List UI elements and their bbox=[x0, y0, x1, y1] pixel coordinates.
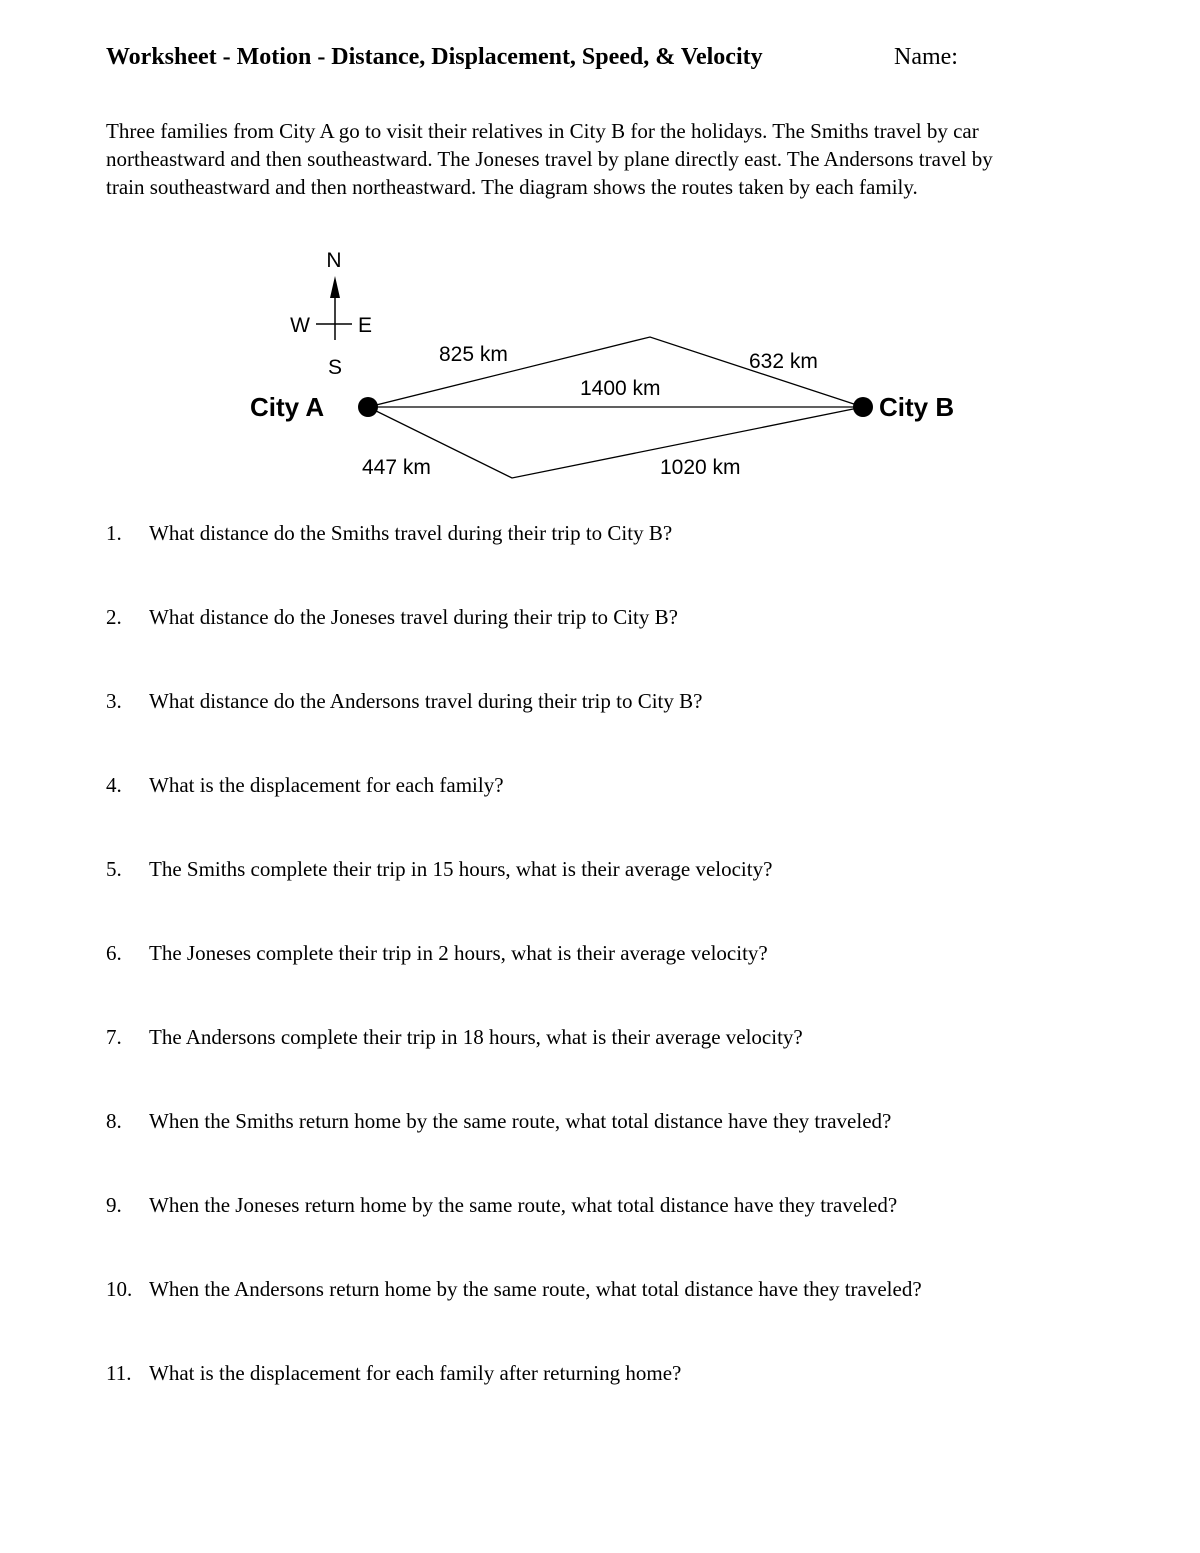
question-item bbox=[106, 771, 1166, 855]
question-number: 6. bbox=[106, 941, 122, 965]
question-item bbox=[106, 519, 1166, 603]
city-b-marker bbox=[853, 397, 873, 417]
question-item bbox=[106, 1359, 1166, 1443]
question-list bbox=[106, 519, 1166, 1443]
intro-line: train southeastward and then northeastward. The diagram shows the routes taken by each family. bbox=[106, 175, 918, 199]
intro-line: northeastward and then southeastward. The Joneses travel by plane directly east. The Andersons travel by bbox=[106, 147, 993, 171]
question-number: 2. bbox=[106, 605, 122, 629]
andersons-leg1-distance: 447 km bbox=[362, 456, 431, 479]
question-text: When the Smiths return home by the same route, what total distance have they traveled? bbox=[149, 1109, 892, 1133]
andersons-route bbox=[368, 407, 863, 478]
question-item bbox=[106, 1023, 1166, 1107]
question-text: What distance do the Smiths travel during their trip to City B? bbox=[149, 521, 673, 545]
question-text: The Smiths complete their trip in 15 hours, what is their average velocity? bbox=[149, 857, 773, 881]
intro-line: Three families from City A go to visit their relatives in City B for the holidays. The Smiths travel by car bbox=[106, 119, 979, 143]
question-item bbox=[106, 687, 1166, 771]
question-number: 4. bbox=[106, 773, 122, 797]
question-text: What is the displacement for each family after returning home? bbox=[149, 1361, 682, 1385]
question-number: 5. bbox=[106, 857, 122, 881]
question-item bbox=[106, 939, 1166, 1023]
city-a-marker bbox=[358, 397, 378, 417]
name-label: Name: bbox=[894, 44, 958, 70]
question-text: What distance do the Joneses travel during their trip to City B? bbox=[149, 605, 678, 629]
smiths-leg1-distance: 825 km bbox=[439, 343, 508, 366]
joneses-distance: 1400 km bbox=[580, 377, 661, 400]
question-number: 9. bbox=[106, 1193, 122, 1217]
question-number: 3. bbox=[106, 689, 122, 713]
question-item bbox=[106, 1191, 1166, 1275]
question-text: The Andersons complete their trip in 18 hours, what is their average velocity? bbox=[149, 1025, 803, 1049]
compass-west-label: W bbox=[290, 314, 310, 337]
question-number: 11. bbox=[106, 1361, 132, 1385]
question-text: What distance do the Andersons travel during their trip to City B? bbox=[149, 689, 703, 713]
city-b-label: City B bbox=[879, 392, 955, 422]
smiths-leg2-distance: 632 km bbox=[749, 350, 818, 373]
smiths-route bbox=[368, 337, 863, 407]
route-diagram bbox=[0, 0, 1200, 520]
question-number: 7. bbox=[106, 1025, 122, 1049]
routes bbox=[368, 337, 863, 478]
question-number: 8. bbox=[106, 1109, 122, 1133]
question-item bbox=[106, 603, 1166, 687]
question-text: The Joneses complete their trip in 2 hours, what is their average velocity? bbox=[149, 941, 768, 965]
intro-paragraph bbox=[106, 117, 1146, 201]
andersons-leg2-distance: 1020 km bbox=[660, 456, 741, 479]
question-item bbox=[106, 1107, 1166, 1191]
compass-rose bbox=[290, 249, 372, 379]
worksheet-title: Worksheet - Motion - Distance, Displacement, Speed, & Velocity bbox=[106, 44, 763, 70]
north-arrow-icon bbox=[330, 276, 340, 298]
question-item bbox=[106, 1275, 1166, 1359]
question-number: 1. bbox=[106, 521, 122, 545]
question-number: 10. bbox=[106, 1277, 133, 1301]
compass-north-label: N bbox=[326, 249, 342, 272]
compass-east-label: E bbox=[357, 314, 373, 337]
question-text: What is the displacement for each family? bbox=[149, 773, 504, 797]
city-a-label: City A bbox=[250, 392, 325, 422]
question-text: When the Joneses return home by the same route, what total distance have they traveled? bbox=[149, 1193, 898, 1217]
question-text: When the Andersons return home by the same route, what total distance have they traveled? bbox=[149, 1277, 922, 1301]
compass-south-label: S bbox=[327, 356, 343, 379]
question-item bbox=[106, 855, 1166, 939]
